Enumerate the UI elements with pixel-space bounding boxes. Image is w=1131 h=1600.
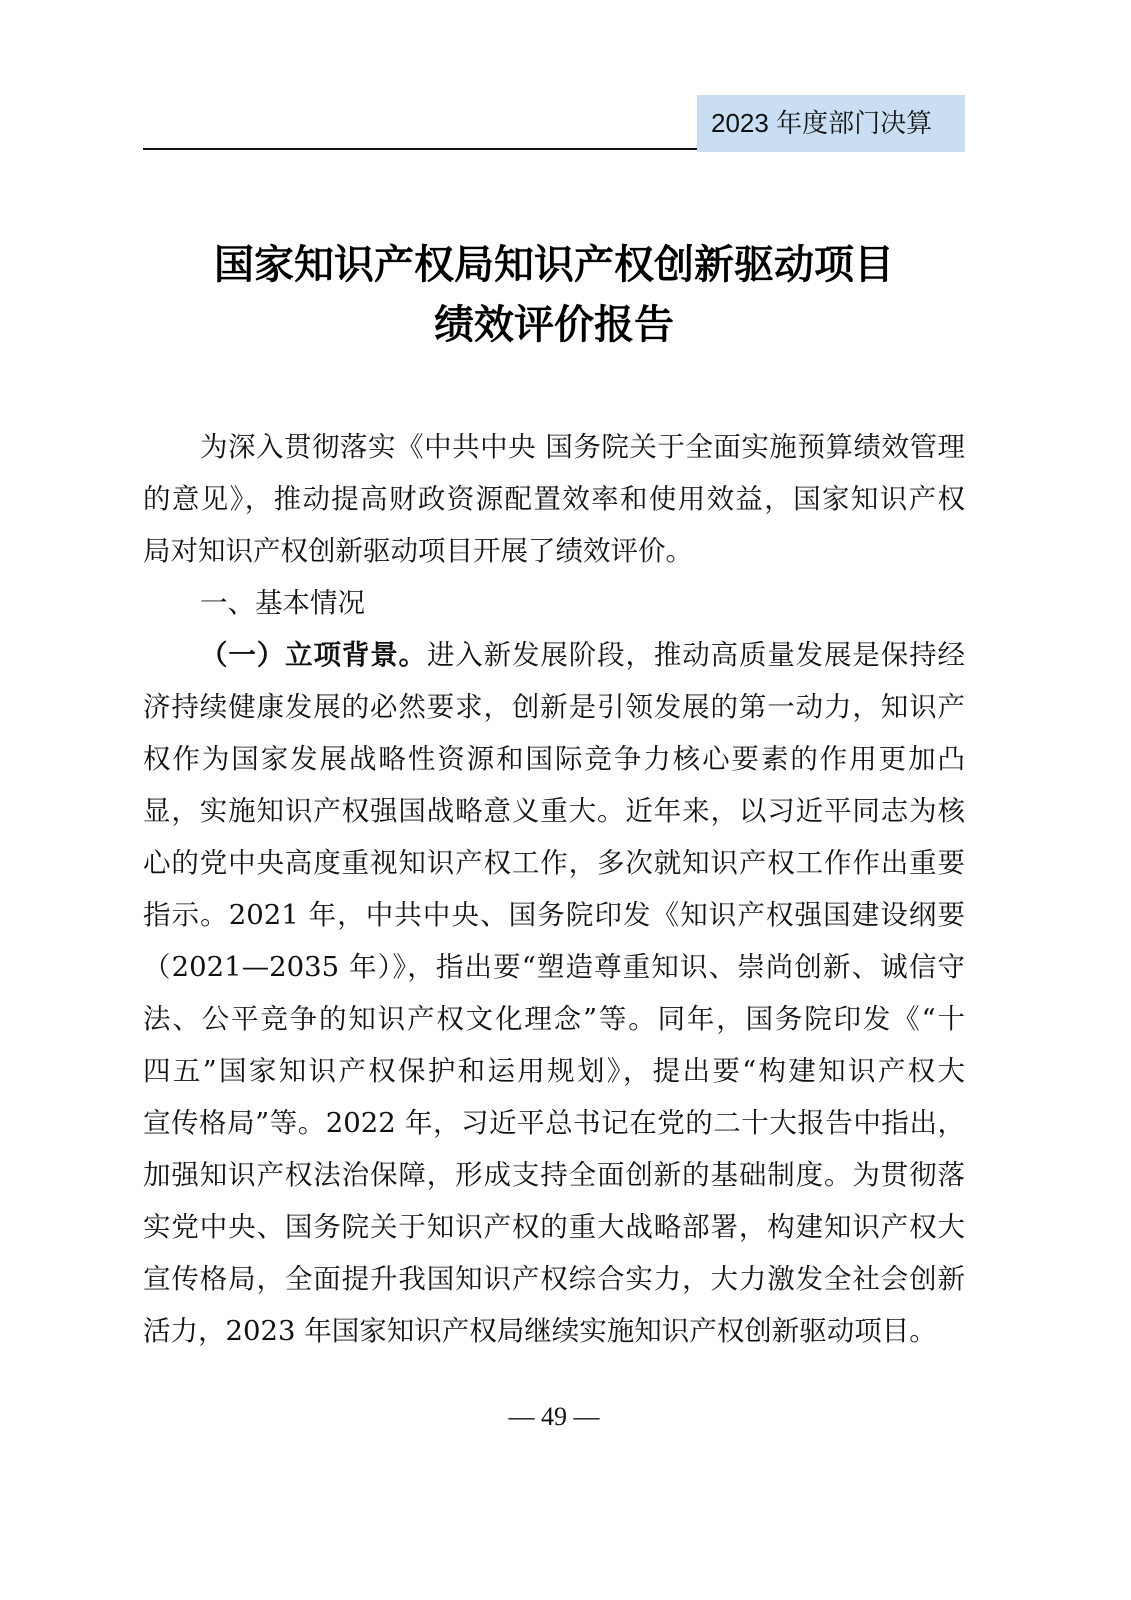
paragraph-line: 加强知识产权法治保障，形成支持全面创新的基础制度。为贯彻落: [143, 1159, 965, 1191]
header-label: 2023 年度部门决算: [697, 95, 965, 152]
paragraph-line: 心的党中央高度重视知识产权工作，多次就知识产权工作作出重要: [143, 847, 965, 879]
body-text: [143, 421, 965, 1357]
title-line-2: 绩效评价报告: [434, 302, 674, 347]
paragraph-line: 实党中央、国务院关于知识产权的重大战略部署，构建知识产权大: [143, 1211, 965, 1243]
subsection-heading: （一）立项背景。: [200, 639, 427, 671]
background-paragraph: [143, 629, 965, 1357]
header-rule: [143, 148, 697, 150]
paragraph-line: 活力，2023 年国家知识产权局继续实施知识产权创新驱动项目。: [143, 1315, 937, 1347]
paragraph-line: 的意见》，推动提高财政资源配置效率和使用效益，国家知识产权: [143, 483, 965, 515]
paragraph-line: 法、公平竞争的知识产权文化理念”等。同年，国务院印发《“十: [143, 1003, 965, 1035]
section-heading: 一、基本情况: [200, 587, 365, 619]
paragraph-line: 济持续健康发展的必然要求，创新是引领发展的第一动力，知识产: [143, 691, 965, 723]
paragraph-line-text: 进入新发展阶段，推动高质量发展是保持经: [426, 639, 965, 671]
paragraph-line: 指示。2021 年，中共中央、国务院印发《知识产权强国建设纲要: [143, 899, 965, 931]
report-title: [143, 235, 965, 355]
paragraph-line: 四五”国家知识产权保护和运用规划》，提出要“构建知识产权大: [143, 1055, 965, 1087]
paragraph-line: 局对知识产权创新驱动项目开展了绩效评价。: [143, 535, 693, 567]
title-line-1: 国家知识产权局知识产权创新驱动项目: [214, 242, 894, 287]
paragraph-line: 为深入贯彻落实《中共中央 国务院关于全面实施预算绩效管理: [200, 431, 965, 463]
paragraph-line: 权作为国家发展战略性资源和国际竞争力核心要素的作用更加凸: [143, 743, 965, 775]
paragraph-line: 宣传格局，全面提升我国知识产权综合实力，大力激发全社会创新: [143, 1263, 965, 1295]
paragraph-line: [143, 629, 965, 681]
paragraph-line: （2021—2035 年）》，指出要“塑造尊重知识、崇尚创新、诚信守: [143, 951, 965, 983]
paragraph-line: 显，实施知识产权强国战略意义重大。近年来，以习近平同志为核: [143, 795, 965, 827]
paragraph-line: 宣传格局”等。2022 年，习近平总书记在党的二十大报告中指出，: [143, 1107, 965, 1139]
intro-paragraph: [143, 421, 965, 577]
page-number: — 49 —: [508, 1402, 600, 1431]
